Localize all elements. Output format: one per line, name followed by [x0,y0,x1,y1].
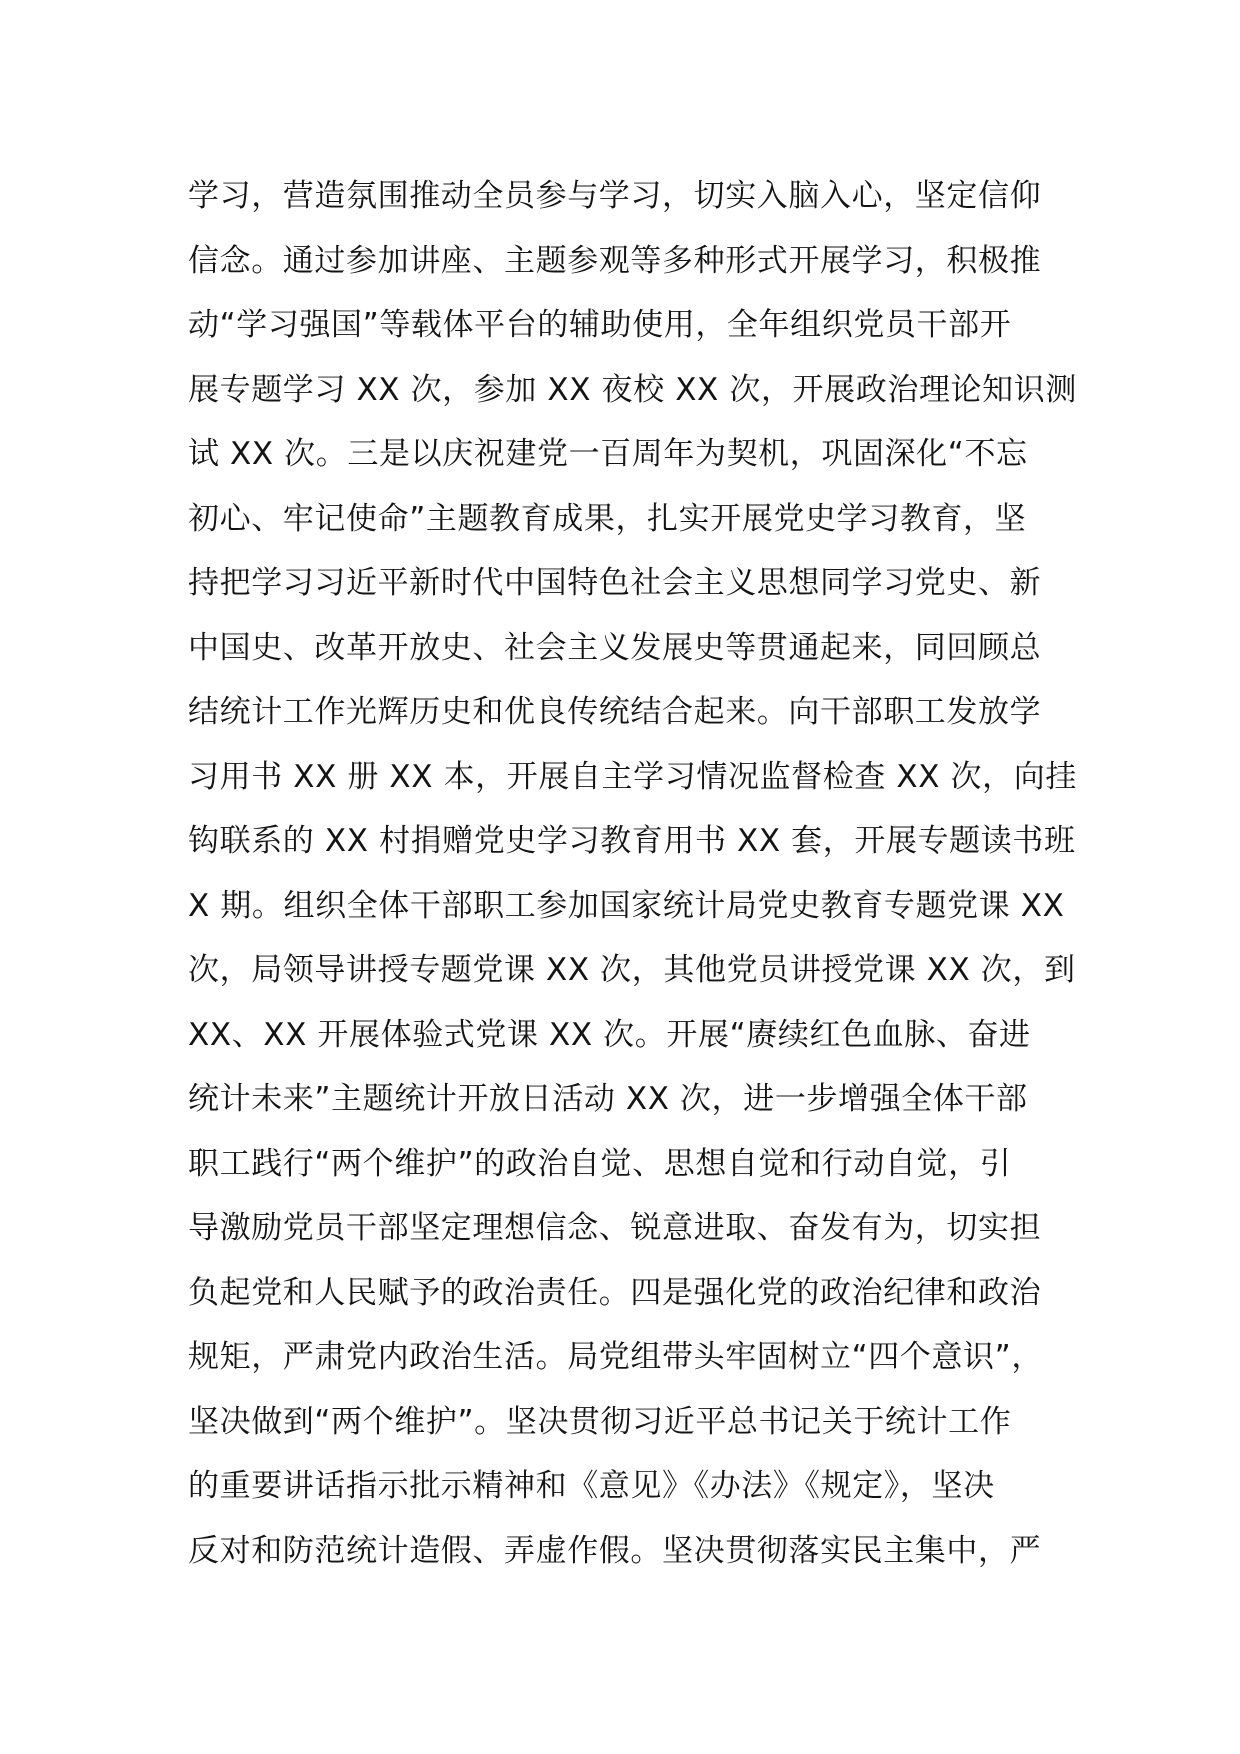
text-line: XX、XX 开展体验式党课 XX 次。开展“赓续红色血脉、奋进 [188,1016,1031,1053]
text-line: 试 XX 次。三是以庆祝建党一百周年为契机，巩固深化“不忘 [188,436,1028,472]
text-line: 展专题学习 XX 次，参加 XX 夜校 XX 次，开展政治理论知识测 [188,371,1077,408]
text-line: 负起党和人民赋予的政治责任。四是强化党的政治纪律和政治 [188,1274,1042,1311]
text-line: 职工践行“两个维护”的政治自觉、思想自觉和行动自觉，引 [188,1145,1012,1182]
text-line: 反对和防范统计造假、弄虚作假。坚决贯彻落实民主集中，严 [188,1532,1042,1569]
text-line: 信念。通过参加讲座、主题参观等多种形式开展学习，积极推 [188,242,1042,279]
text-line: 次，局领导讲授专题党课 XX 次，其他党员讲授党课 XX 次，到 [188,952,1076,988]
body-text [188,164,1088,1583]
text-line: 学习，营造氛围推动全员参与学习，切实入脑入心，坚定信仰 [188,178,1042,214]
text-line: 持把学习习近平新时代中国特色社会主义思想同学习党史、新 [188,565,1042,601]
text-line: X 期。组织全体干部职工参加国家统计局党史教育专题党课 XX [188,887,1065,924]
text-line: 初心、牢记使命”主题教育成果，扎实开展党史学习教育，坚 [188,500,1027,537]
text-line: 钩联系的 XX 村捐赠党史学习教育用书 XX 套，开展专题读书班 [188,823,1076,859]
text-line: 规矩，严肃党内政治生活。局党组带头牢固树立“四个意识”， [188,1339,1043,1375]
text-line: 中国史、改革开放史、社会主义发展史等贯通起来，同回顾总 [188,629,1042,666]
text-line: 动“学习强国”等载体平台的辅助使用，全年组织党员干部开 [188,307,1012,343]
text-line: 习用书 XX 册 XX 本，开展自主学习情况监督检查 XX 次，向挂 [188,758,1077,795]
text-line: 结统计工作光辉历史和优良传统结合起来。向干部职工发放学 [188,694,1042,730]
text-line: 坚决做到“两个维护”。坚决贯彻习近平总书记关于统计工作 [188,1403,1012,1440]
text-line: 导激励党员干部坚定理想信念、锐意进取、奋发有为，切实担 [188,1210,1042,1246]
text-line: 的重要讲话指示批示精神和《意见》《办法》《规定》，坚决 [188,1468,995,1504]
text-line: 统计未来”主题统计开放日活动 XX 次，进一步增强全体干部 [188,1081,1028,1117]
